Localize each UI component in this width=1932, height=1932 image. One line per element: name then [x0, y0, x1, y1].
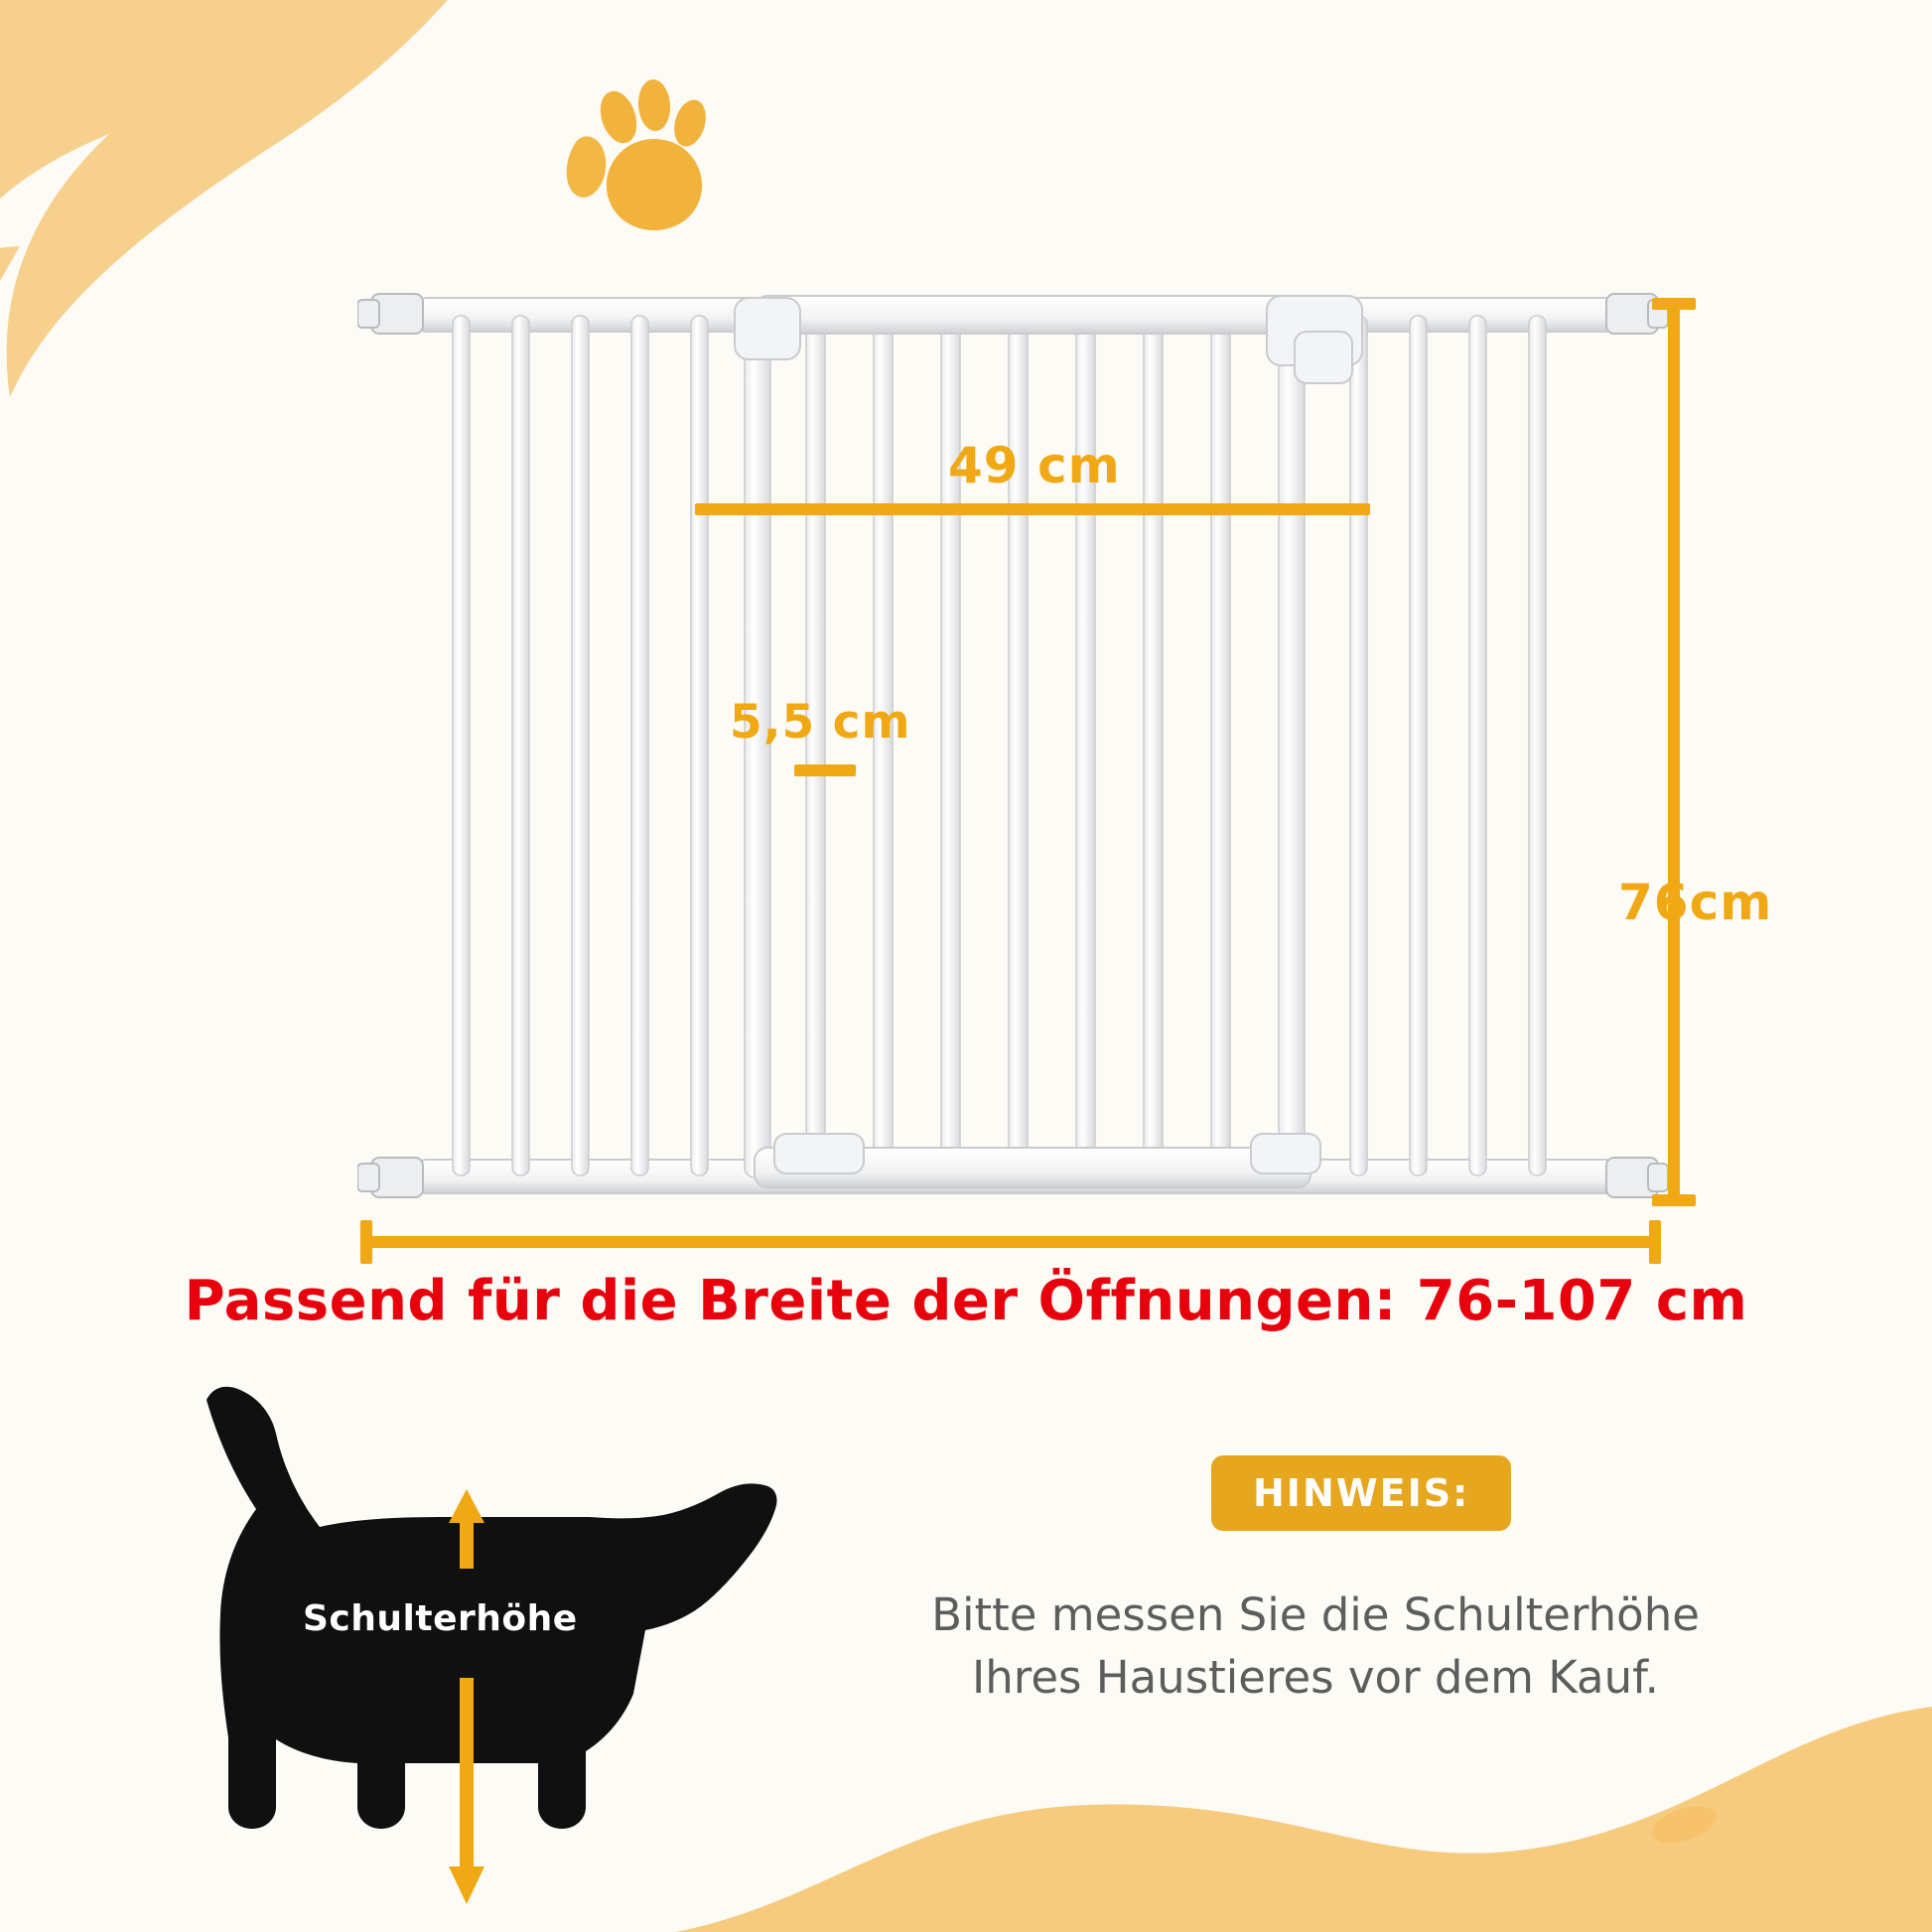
bar-spacing-label: 5,5 cm [730, 695, 911, 750]
shoulder-height-label: Schulterhöhe [303, 1598, 578, 1639]
shoulder-height-arrows-icon [437, 1489, 496, 1906]
note-badge: HINWEIS: [1211, 1455, 1511, 1531]
opening-width-label: 49 cm [948, 437, 1121, 494]
pet-gate-illustration [357, 288, 1668, 1211]
bar-spacing-bar [794, 764, 856, 776]
note-line-2: Ihres Haustieres vor dem Kauf. [972, 1651, 1659, 1704]
page-title: Passend für die Breite der Öffnungen: 76-107 cm [184, 1269, 1748, 1333]
note-text [839, 1584, 1792, 1709]
opening-width-bar [695, 503, 1370, 515]
gate-height-bar [1668, 298, 1680, 1206]
paw-print-icon [551, 79, 740, 248]
gate-height-label: 76cm [1618, 874, 1773, 931]
gate-width-bar [360, 1236, 1661, 1248]
note-line-1: Bitte messen Sie die Schulterhöhe [931, 1588, 1700, 1641]
